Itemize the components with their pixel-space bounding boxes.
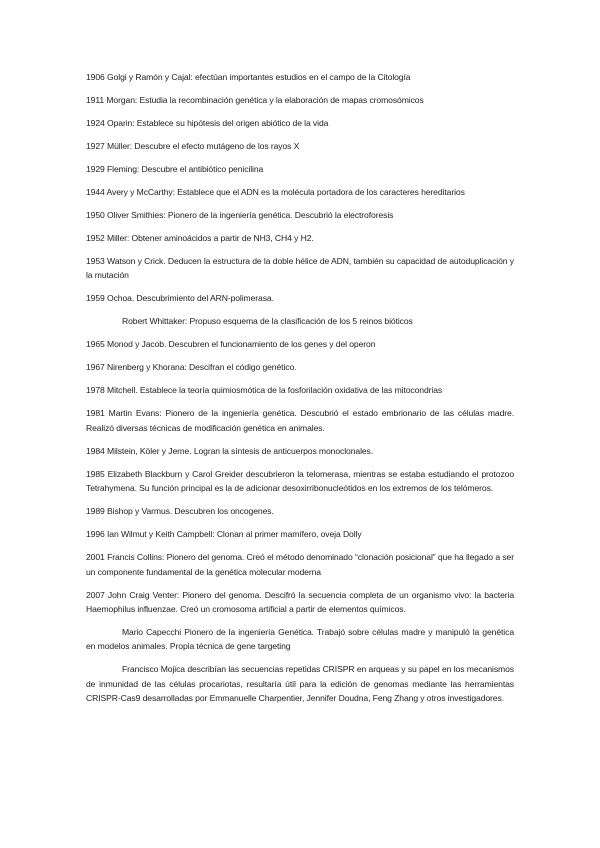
- timeline-entry: 1952 Miller: Obtener aminoácidos a partir de NH3, CH4 y H2.: [86, 233, 314, 243]
- timeline-entry: 1950 Oliver Smithies: Pionero de la ingeniería genética. Descubrió la electroforesis: [86, 210, 394, 220]
- timeline-entry: 1929 Fleming: Descubre el antibiótico penicilina: [86, 164, 264, 174]
- timeline-entry: 1953 Watson y Crick. Deducen la estructura de la doble hélice de ADN, también su capacidad de autoduplicación y la mutación: [86, 256, 514, 281]
- timeline-entry: 2007 John Craig Venter: Pionero del genoma. Descifró la secuencia completa de un organismo vivo: la bacteria Haemophilus influenzae. Creó un cromosoma artificial a partir de elementos químicos.: [86, 589, 514, 615]
- timeline-entry: 1984 Milstein, Köler y Jerne. Logran la síntesis de anticuerpos monoclonales.: [86, 445, 374, 456]
- timeline-entry: Robert Whittaker: Propuso esquema de la clasificación de los 5 reinos bióticos: [122, 316, 413, 327]
- timeline-entry: 1996 Ian Wilmut y Keith Campbell: Clonan al primer mamífero, oveja Dolly: [86, 529, 362, 540]
- timeline-entry: Francisco Mojica describían las secuencias repetidas CRISPR en arqueas y su papel en los mecanismos de inmunidad de las células procariotas, resultaría útil para la edición de genomas mediante las herramientas CRISPR-Cas9 desarrolladas por Emmanuelle Charpentier, Jennifer Doudna, Feng Zhang y otros investigadores.: [86, 664, 514, 704]
- timeline-entry: 1944 Avery y McCarthy: Establece que el ADN es la molécula portadora de los caracteres hereditarios: [86, 187, 465, 197]
- timeline-entry: 1989 Bishop y Varmus. Descubren los oncogenes.: [86, 506, 274, 517]
- timeline-entry: 1906 Golgi y Ramón y Cajal: efectúan importantes estudios en el campo de la Citología: [86, 72, 411, 82]
- timeline-entry: 2001 Francis Collins: Pionero del genoma. Creó el método denominado “clonación posicional” que ha llegado a ser un componente fundamental de la genética molecular moderna: [86, 552, 514, 577]
- timeline-entry: 1911 Morgan: Estudia la recombinación genética y la elaboración de mapas cromosómicos: [86, 95, 424, 105]
- timeline-entry: 1978 Mitchell. Establece la teoría quimiosmótica de la fosforilación oxidativa de las mitocondrias: [86, 385, 443, 396]
- timeline-entry: 1965 Monod y Jacob. Descubren el funcionamiento de los genes y del operon: [86, 339, 376, 350]
- timeline-entry: Mario Capecchi Pionero de la ingeniería Genética. Trabajó sobre células madre y manipuló la genética en modelos animales. Propia técnica de gene targeting: [86, 627, 514, 652]
- timeline-entry: 1924 Oparin: Establece su hipótesis del origen abiótico de la vida: [86, 118, 329, 128]
- timeline-entry: 1927 Müller: Descubre el efecto mutágeno de los rayos X: [86, 141, 300, 151]
- timeline-entry: 1967 Nirenberg y Khorana: Descifran el código genético.: [86, 362, 297, 373]
- timeline-text: [86, 70, 514, 714]
- timeline-entry: 1981 Martin Evans: Pionero de la ingeniería genética. Descubrió el estado embrionario de las células madre. Realizó diversas técnicas de modificación genética en animales.: [86, 408, 514, 433]
- timeline-entry: 1985 Elizabeth Blackburn y Carol Greider descubrieron la telomerasa, mientras se estaba estudiando el protozoo Tetrahymena. Su función principal es la de adicionar desoxirribonucleótidos en los extremos de los telómeros.: [86, 468, 514, 494]
- timeline-entry: 1959 Ochoa. Descubrimiento del ARN-polimerasa.: [86, 293, 274, 304]
